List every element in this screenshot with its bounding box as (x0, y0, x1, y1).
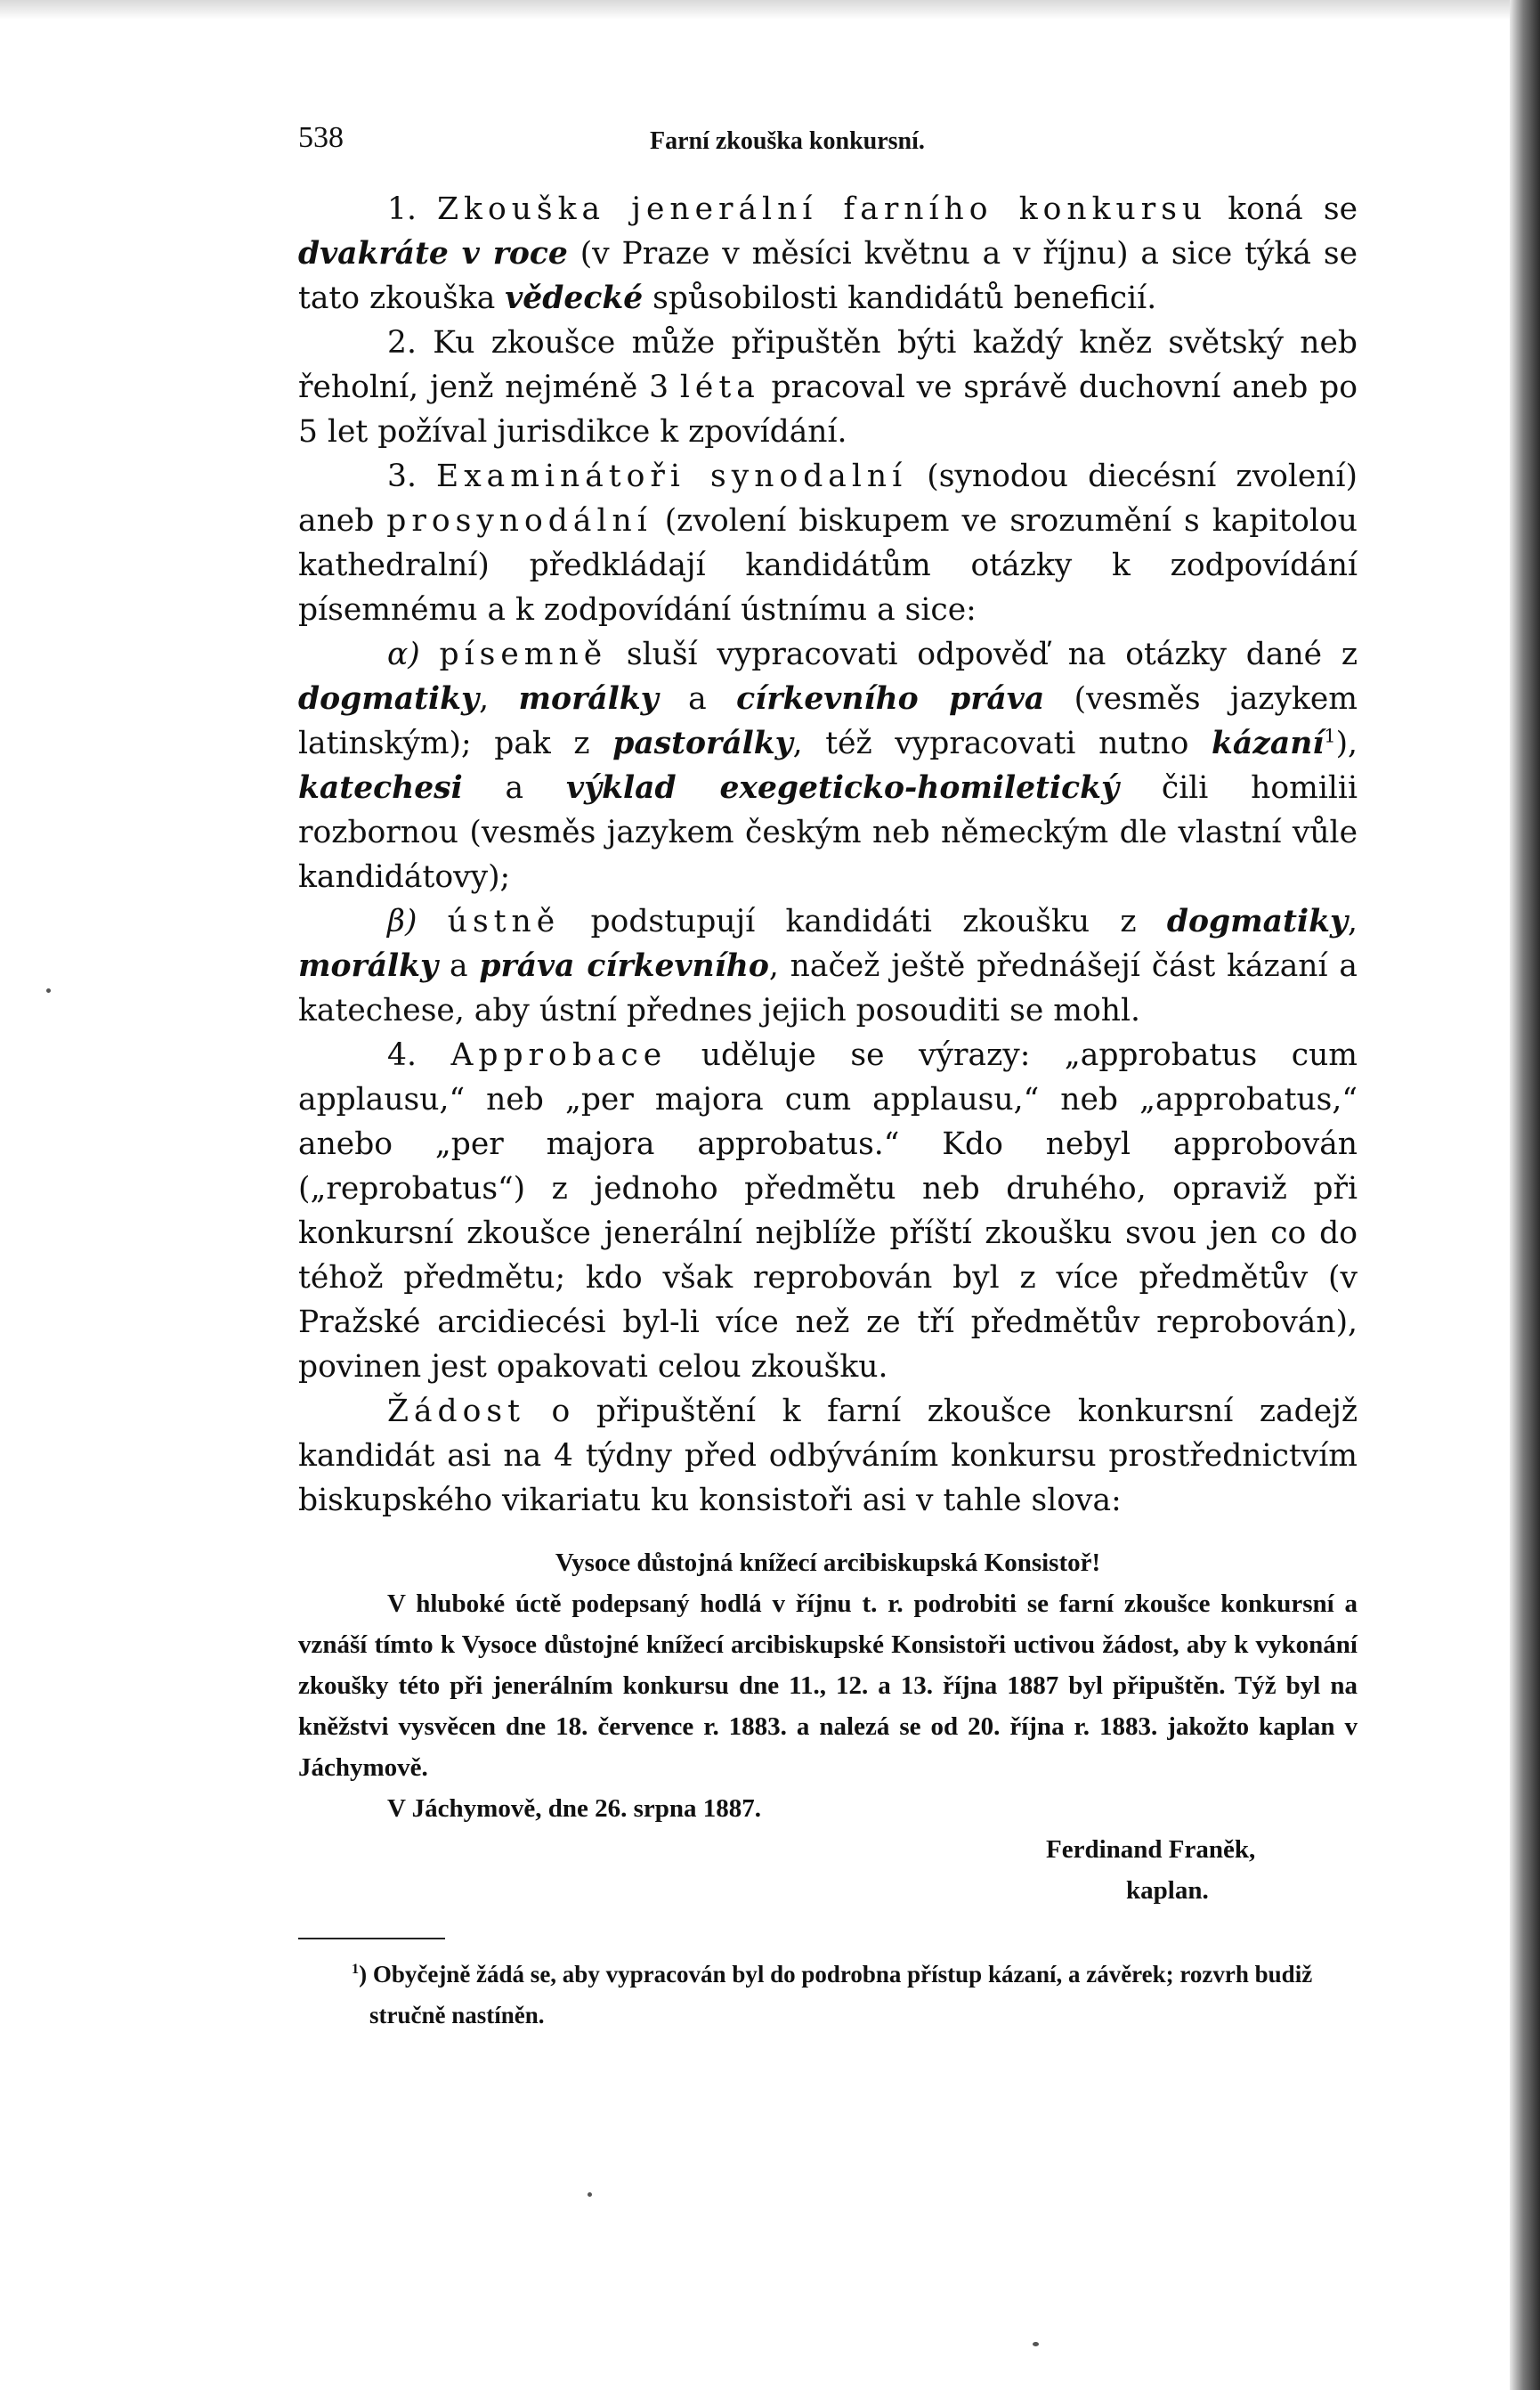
paragraph-1: 1. Zkouška jenerální farního konkursu koná se dvakráte v roce (v Praze v měsíci květnu a v říjnu) a sice týká se tato zkouška vědecké spůsobilosti kandidátů beneficií. (298, 191, 1358, 316)
letter-salutation: Vysoce důstojná knížecí arcibiskupská Konsistoř! (555, 1549, 1101, 1577)
paragraph-3: 3. Examinátoři synodalní (synodou diecésní zvolení) aneb prosynodální (zvolení biskupem ve srozumění s kapitolou kathedralní) předkládají kandidátům otázky k zodpovídání písemnému a k zodpovídání ústnímu a sice: (298, 459, 1358, 628)
paragraph-beta: β) ústně podstupují kandidáti zkoušku z dogmatiky, morálky a práva církevního, načež ještě přednášejí část kázaní a katechese, aby ústní přednes jejich posouditi se mohl. (298, 904, 1358, 1028)
page-number: 538 (298, 121, 344, 154)
sample-letter (298, 1542, 1358, 1911)
signature-name: Ferdinand Franěk, (1046, 1835, 1256, 1864)
book-page (298, 116, 1358, 2036)
footnote (298, 1954, 1358, 2036)
paragraph-5: Žádost o připuštění k farní zkoušce konkursní zadejž kandidát asi na 4 týdny před odbýváním konkursu prostřednictvím biskupského vikariatu ku konsistoři asi v tahle slova: (298, 1394, 1358, 1518)
running-title: Farní zkouška konkursní. (650, 127, 925, 155)
paragraph-2: 2. Ku zkoušce může připuštěn býti každý kněz světský neb řeholní, jenž nejméně 3 léta pracoval ve správě duchovní aneb po 5 let požíval jurisdikce k zpovídání. (298, 325, 1358, 450)
paragraph-alpha: α) písemně sluší vypracovati odpověď na otázky dané z dogmatiky, morálky a církevního práva (vesměs jazykem latinským); pak z pastorálky, též vypracovati nutno kázaní$^1$), katechesi a výklad exegeticko-homiletický čili homilii rozbornou (vesměs jazykem českým neb německým dle vlastní vůle kandidátovy); (298, 637, 1358, 895)
scan-shadow-top (0, 0, 1540, 20)
page-header (298, 116, 1358, 169)
signature-role: kaplan. (1126, 1876, 1209, 1905)
letter-place-date: V Jáchymově, dne 26. srpna 1887. (387, 1794, 761, 1823)
letter-body: V hluboké úctě podepsaný hodlá v říjnu t. r. podrobiti se farní zkoušce konkursní a vznáší tímto k Vysoce důstojné knížecí arcibiskupské Konsistoři uctivou žádost, aby k vykonání zkoušky této při jenerálním konkursu dne 11., 12. a 13. října 1887 byl připuštěn. Týž byl na kněžstvi vysvěcen dne 18. července r. 1883. a nalezá se od 20. října r. 1883. jakožto kaplan v Jáchymově. (298, 1589, 1358, 1782)
footnote-mark: 1 (352, 1961, 360, 1977)
main-text (298, 187, 1358, 1523)
letter-signature (1046, 1829, 1358, 1911)
footnote-ref: 1 (1324, 725, 1336, 747)
scan-speck (1033, 2342, 1039, 2346)
footnote-text: ) Obyčejně žádá se, aby vypracován byl do podrobna přístup kázaní, a závěrek; rozvrh budiž stručně nastíněn. (359, 1961, 1313, 2028)
paragraph-4: 4. Approbace uděluje se výrazy: „approbatus cum applausu,“ neb „per majora cum applausu,“ neb „approbatus,“ anebo „per majora approbatus.“ Kdo nebyl approbován („reprobatus“) z jednoho předmětu neb druhého, opraviž při konkursní zkoušce jenerální nejblíže příští zkoušku svou jen co do téhož předmětu; kdo však reprobován byl z více předmětův (v Pražské arcidiecési byl-li více než ze tří předmětův reprobován), povinen jest opakovati celou zkoušku. (298, 1037, 1358, 1385)
footnote-divider (298, 1938, 445, 1939)
scan-speck (588, 2192, 592, 2197)
scan-speck (46, 988, 51, 993)
scan-edge-right (1510, 0, 1540, 2390)
